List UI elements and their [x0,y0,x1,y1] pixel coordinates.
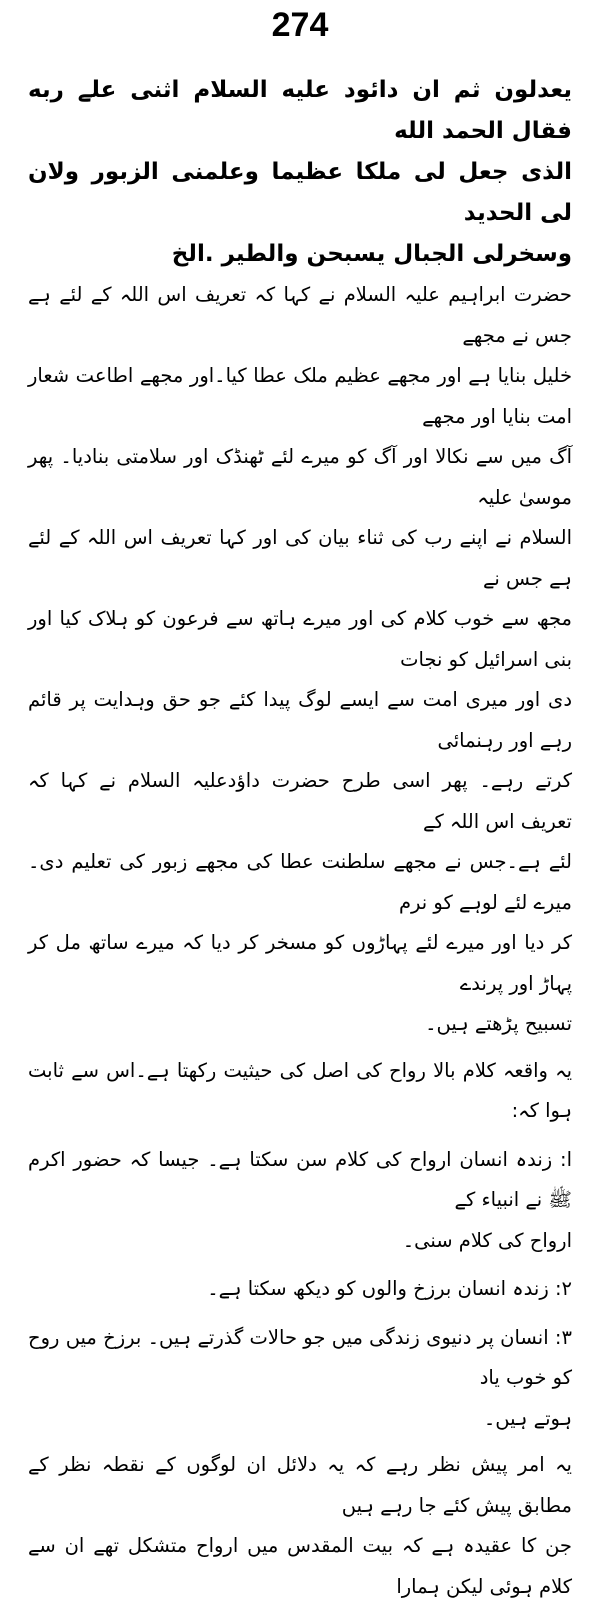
text-line: خلیل بنایا ہے اور مجھے عظیم ملک عطا کیا۔اور مجھے اطاعت شعار امت بنایا اور مجھے [28,364,572,428]
text-line: یہ امر پیش نظر رہے کہ یہ دلائل ان لوگوں کے نقطہ نظر کے مطابق پیش کئے جا رہے ہیں [28,1453,572,1517]
text-line: تسبیح پڑھتے ہیں۔ [425,1012,572,1035]
page-number: 274 [271,6,329,44]
text-line: آگ میں سے نکالا اور آگ کو میرے لئے ٹھنڈک اور سلامتی بنادیا۔ پھر موسیٰ علیہ [28,445,572,509]
text-line: ارواح کی کلام سنی۔ [402,1228,572,1252]
paragraph-3 [28,1445,572,1607]
list-item [28,1318,572,1440]
text-line: جن کا عقیدہ ہے کہ بیت المقدس میں ارواح متشکل تھے ان سے کلام ہوئی لیکن ہمارا [28,1534,572,1598]
points-list [28,1140,572,1440]
text-line: کر دیا اور میرے لئے پہاڑوں کو مسخر کر دیا کہ میرے ساتھ مل کر پہاڑ اور پرندے [28,931,572,995]
text-line: یہ واقعہ کلام بالا رواح کی اصل کی حیثیت رکھتا ہے۔اس سے ثابت ہوا کہ: [28,1058,572,1122]
text-line: کرتے رہے۔ پھر اسی طرح حضرت داؤدعلیہ السلام نے کہا کہ تعریف اس اللہ کے [28,769,572,833]
arabic-line: وسخرلى الجبال يسبحن والطير .الخ [171,241,572,267]
arabic-line: الذى جعل لى ملكا عظيما وعلمنى الزبور ولان لى الحديد [28,159,572,226]
arabic-line: يعدلون ثم ان دائود عليه السلام اثنى علے ربه فقال الحمد الله [28,77,572,144]
paragraph-1 [28,275,572,1045]
paragraph-2 [28,1051,572,1132]
page-content [28,70,572,1607]
text-line: ۲: زندہ انسان برزخ والوں کو دیکھ سکتا ہے۔ [207,1277,572,1300]
text-line: دی اور میری امت سے ایسے لوگ پیدا کئے جو حق وہدایت پر قائم رہے اور رہنمائی [28,688,572,752]
text-line: ہوتے ہیں۔ [483,1406,572,1430]
text-line: لئے ہے۔جس نے مجھے سلطنت عطا کی مجھے زبور کی تعلیم دی۔ میرے لئے لوہے کو نرم [28,850,572,914]
text-line: مجھ سے خوب کلام کی اور میرے ہاتھ سے فرعون کو ہلاک کیا اور بنی اسرائیل کو نجات [28,607,572,671]
urdu-text [28,275,572,1607]
list-item [28,1140,572,1262]
arabic-quote [28,70,572,275]
text-line: ا: زندہ انسان ارواح کی کلام سن سکتا ہے۔ جیسا کہ حضور اکرم ﷺ نے انبیاء کے [28,1147,572,1211]
text-line: السلام نے اپنے رب کی ثناء بیان کی اور کہا تعریف اس اللہ کے لئے ہے جس نے [28,526,572,590]
list-item [28,1269,572,1310]
text-line: ۳: انسان پر دنیوی زندگی میں جو حالات گذرتے ہیں۔ برزخ میں روح کو خوب یاد [28,1325,572,1389]
text-line: حضرت ابراہیم علیہ السلام نے کہا کہ تعریف اس اللہ کے لئے ہے جس نے مجھے [28,283,572,347]
